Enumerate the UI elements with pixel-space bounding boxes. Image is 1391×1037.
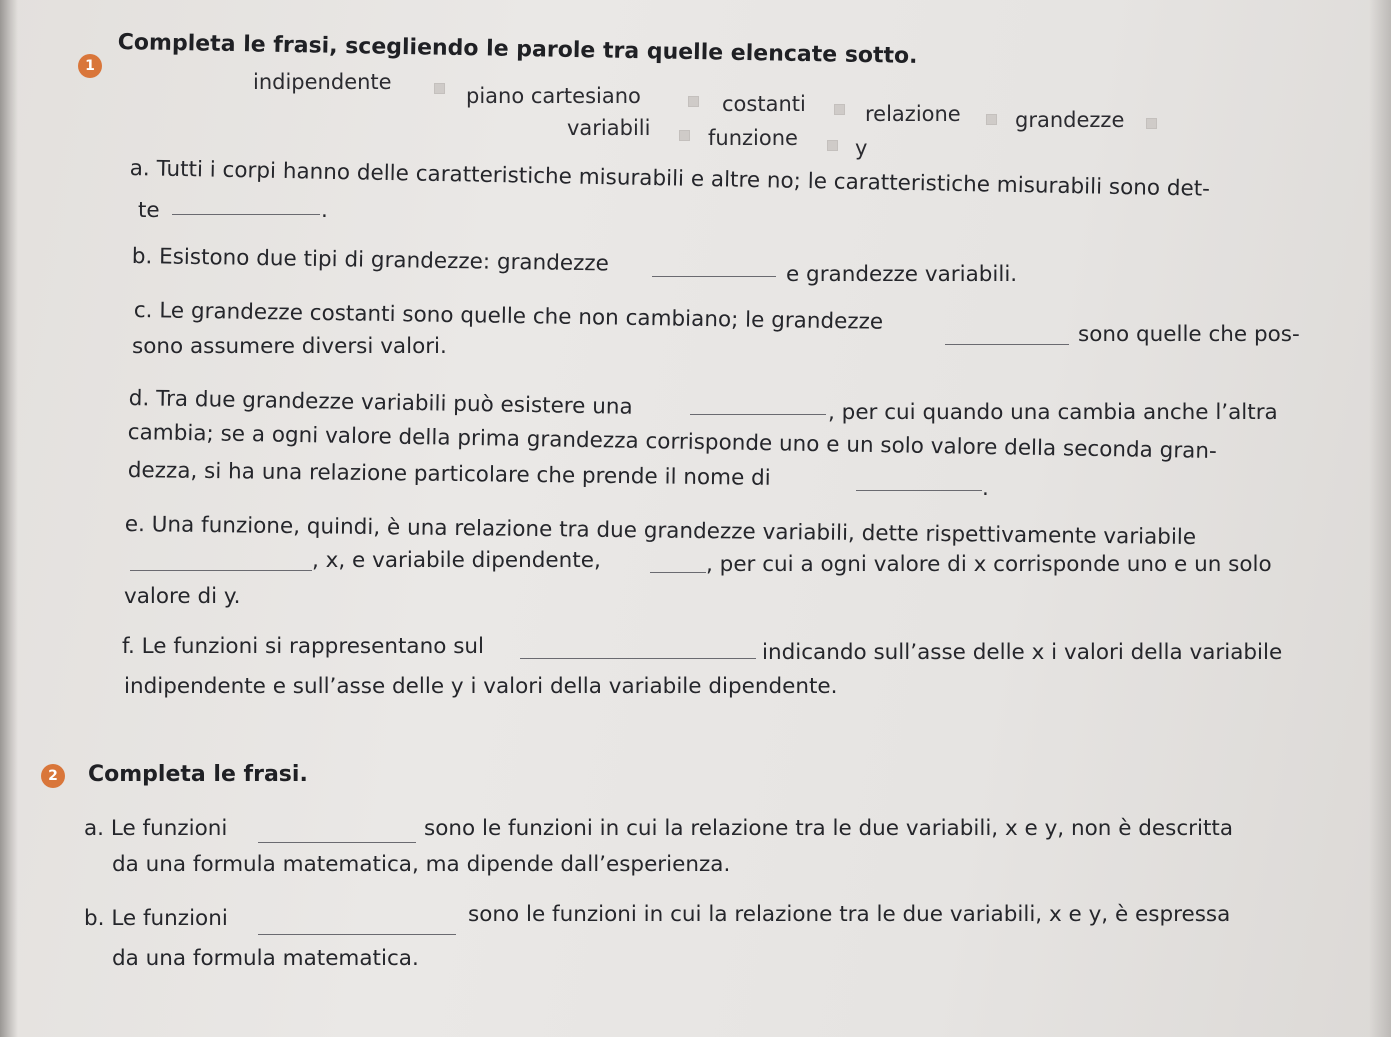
item-f-line-1-end: indicando sull’asse delle x i valori della variabile <box>762 640 1283 665</box>
answer-blank-a[interactable] <box>172 214 320 215</box>
item-e-line-2-start: , x, e variabile dipendente, <box>312 548 601 573</box>
word-bank-item: piano cartesiano <box>466 84 641 108</box>
word-separator <box>827 140 838 151</box>
word-separator <box>688 96 699 107</box>
item-a-line-1: a. Tutti i corpi hanno delle caratteristiche misurabili e altre no; le caratteristiche misurabili sono det- <box>129 156 1211 202</box>
item-b-line-1-start: b. Esistono due tipi di grandezze: grandezze <box>131 244 610 277</box>
answer-blank-e2[interactable] <box>650 572 706 573</box>
item-2a-line-1-end: sono le funzioni in cui la relazione tra le due variabili, x e y, non è descritta <box>424 816 1234 841</box>
word-separator <box>1146 118 1157 129</box>
word-bank-item: variabili <box>567 116 651 140</box>
answer-blank-2a[interactable] <box>258 842 416 843</box>
exercise-1-title: Completa le frasi, scegliendo le parole tra quelle elencate sotto. <box>117 30 918 69</box>
page-fold-left <box>0 0 18 1037</box>
item-2b-line-1-start: b. Le funzioni <box>84 906 228 931</box>
word-bank-item: y <box>855 136 868 160</box>
item-d-line-1-start: d. Tra due grandezze variabili può esistere una <box>128 386 633 420</box>
item-e-line-1: e. Una funzione, quindi, è una relazione tra due grandezze variabili, dette rispettivamente variabile <box>124 512 1197 551</box>
word-bank-item: costanti <box>722 92 806 116</box>
item-d-line-3-end: . <box>982 476 989 501</box>
answer-blank-b[interactable] <box>652 276 776 277</box>
word-bank-item: funzione <box>708 126 798 150</box>
answer-blank-d2[interactable] <box>856 490 982 491</box>
item-2b-line-1-end: sono le funzioni in cui la relazione tra le due variabili, x e y, è espressa <box>468 902 1231 927</box>
item-b-line-1-end: e grandezze variabili. <box>786 262 1018 287</box>
item-c-line-2: sono assumere diversi valori. <box>132 334 447 359</box>
item-f-line-2: indipendente e sull’asse delle y i valori della variabile dipendente. <box>124 674 838 699</box>
exercise-2-title: Completa le frasi. <box>88 762 308 787</box>
item-f-line-1-start: f. Le funzioni si rappresentano sul <box>122 634 484 659</box>
word-separator <box>986 114 997 125</box>
exercise-2-badge: 2 <box>41 764 65 788</box>
word-separator <box>679 130 690 141</box>
word-bank-item: indipendente <box>253 70 392 94</box>
word-bank-item: grandezze <box>1015 108 1125 132</box>
item-a-line-2-start: te <box>138 198 160 223</box>
item-d-line-2: cambia; se a ogni valore della prima grandezza corrisponde uno e un solo valore della seconda gran- <box>127 420 1217 465</box>
item-d-line-3-start: dezza, si ha una relazione particolare che prende il nome di <box>127 458 771 491</box>
item-2a-line-2: da una formula matematica, ma dipende dall’esperienza. <box>112 852 731 877</box>
item-c-line-1-start: c. Le grandezze costanti sono quelle che non cambiano; le grandezze <box>133 298 884 335</box>
answer-blank-c[interactable] <box>945 344 1069 345</box>
item-a-line-2-end: . <box>321 198 328 223</box>
item-2b-line-2: da una formula matematica. <box>112 946 419 971</box>
item-e-line-3: valore di y. <box>124 584 241 609</box>
item-d-line-1-end: , per cui quando una cambia anche l’altra <box>828 400 1278 425</box>
exercise-1-badge: 1 <box>78 54 102 78</box>
word-bank-item: relazione <box>865 102 961 126</box>
answer-blank-2b[interactable] <box>258 934 456 935</box>
answer-blank-d1[interactable] <box>690 414 826 415</box>
answer-blank-e1[interactable] <box>130 570 312 571</box>
word-separator <box>434 83 445 94</box>
item-c-line-1-end: sono quelle che pos- <box>1078 322 1300 347</box>
answer-blank-f[interactable] <box>520 658 756 659</box>
page-fold-right <box>1369 0 1391 1037</box>
item-2a-line-1-start: a. Le funzioni <box>84 816 228 841</box>
item-e-line-2-end: , per cui a ogni valore di x corrisponde uno e un solo <box>706 552 1272 577</box>
word-separator <box>834 104 845 115</box>
